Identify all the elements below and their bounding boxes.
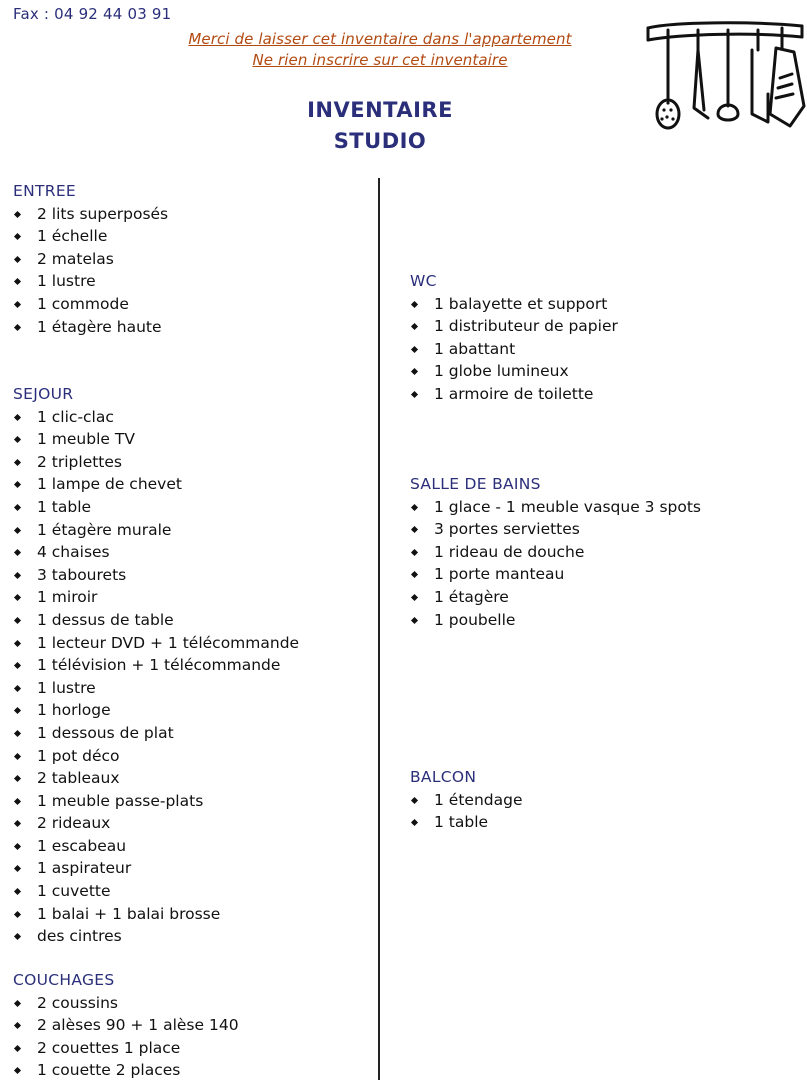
list-item [13,564,299,587]
list-item-label: 1 miroir [37,588,98,607]
bullet-icon [14,481,21,488]
list-item-label: 2 triplettes [37,452,122,471]
list-item [13,903,299,926]
list-item [13,722,299,745]
bullet-icon [14,798,21,805]
list-item-label: 1 abattant [434,339,516,358]
list-item [410,789,522,812]
list-item [13,925,299,948]
bullet-icon [14,752,21,759]
list-item [13,428,299,451]
bullet-icon [14,414,21,421]
list-item [13,406,299,429]
list-item [13,270,168,293]
bullet-icon [14,843,21,850]
list-item [410,609,701,632]
list-item-label: 1 commode [37,294,129,313]
list-item-label: 1 télévision + 1 télécommande [37,656,281,675]
list-item-label: 3 portes serviettes [434,520,580,539]
list-item-label: 1 horloge [37,701,111,720]
list-item-label: 1 dessous de plat [37,723,174,742]
list-item [13,316,168,339]
bullet-icon [14,233,21,240]
list-item [410,293,618,316]
bullet-icon [14,324,21,331]
bullet-icon [14,1045,21,1052]
list-item-label: 4 chaises [37,543,110,562]
list-item-label: 1 armoire de toilette [434,384,594,403]
bullet-icon [14,527,21,534]
list-item-label: 1 balai + 1 balai brosse [37,904,221,923]
bullet-icon [14,1022,21,1029]
list-item-label: 1 poubelle [434,610,516,629]
bullet-icon [14,730,21,737]
list-item-label: 1 lustre [37,678,96,697]
list-item-label: 1 globe lumineux [434,362,569,381]
notice-leave-inventory: Merci de laisser cet inventaire dans l'appartement [188,30,572,48]
bullet-icon [14,685,21,692]
list-item [13,293,168,316]
list-item-label: 1 clic-clac [37,407,114,426]
list-item [410,338,618,361]
bullet-icon [411,797,418,804]
bullet-icon [411,323,418,330]
bullet-icon [14,775,21,782]
bullet-icon [411,346,418,353]
list-item [13,790,299,813]
list-item [13,654,299,677]
list-item [13,812,299,835]
section-balcon [410,766,522,834]
item-list [13,992,239,1082]
list-item-label: 1 distributeur de papier [434,317,618,336]
list-item-label: 1 lustre [37,272,96,291]
list-item-label: 1 meuble passe-plats [37,791,204,810]
list-item [410,586,701,609]
bullet-icon [411,571,418,578]
list-item-label: 1 table [37,497,92,516]
list-item-label: 1 glace - 1 meuble vasque 3 spots [434,497,702,516]
bullet-icon [411,504,418,511]
list-item-label: 1 étagère haute [37,317,162,336]
list-item [13,225,168,248]
list-item-label: 1 échelle [37,227,108,246]
item-list [410,789,522,834]
item-list [13,203,168,339]
list-item [13,1014,239,1037]
list-item [410,811,522,834]
title-line-2: STUDIO [333,129,427,153]
list-item-label: 1 cuvette [37,882,111,901]
list-item [13,203,168,226]
section-title: ENTREE [13,182,77,200]
section-entree [13,180,168,338]
list-item-label: 1 meuble TV [37,430,135,449]
bullet-icon [14,504,21,511]
list-item [13,699,299,722]
list-item [13,835,299,858]
bullet-icon [14,572,21,579]
list-item-label: 3 tabourets [37,565,127,584]
column-divider [378,178,380,1080]
bullet-icon [14,436,21,443]
list-item-label: 2 coussins [37,993,118,1012]
section-title: SEJOUR [13,385,74,403]
bullet-icon [14,911,21,918]
section-salle-de-bains [410,473,701,631]
bullet-icon [14,662,21,669]
list-item-label: 1 lecteur DVD + 1 télécommande [37,633,300,652]
list-item [410,360,618,383]
list-item-label: 2 tableaux [37,769,120,788]
list-item [410,563,701,586]
list-item-label: 1 balayette et support [434,294,608,313]
section-wc [410,270,618,406]
bullet-icon [411,549,418,556]
bullet-icon [411,301,418,308]
list-item [13,677,299,700]
bullet-icon [14,707,21,714]
bullet-icon [14,820,21,827]
bullet-icon [14,278,21,285]
section-title: BALCON [410,768,477,786]
list-item-label: 1 rideau de douche [434,542,585,561]
list-item-label: 1 porte manteau [434,565,565,584]
list-item [13,767,299,790]
list-item-label: 2 couettes 1 place [37,1038,181,1057]
item-list [410,293,618,406]
bullet-icon [14,1000,21,1007]
list-item [13,745,299,768]
section-title: SALLE DE BAINS [410,475,541,493]
bullet-icon [14,211,21,218]
list-item [13,880,299,903]
list-item-label: 1 table [434,813,489,832]
list-item-label: 2 matelas [37,249,114,268]
kitchen-utensils-rack-icon [642,18,807,136]
list-item [13,519,299,542]
list-item-label: 1 dessus de table [37,610,174,629]
section-title: COUCHAGES [13,971,115,989]
bullet-icon [411,594,418,601]
list-item-label: 1 pot déco [37,746,120,765]
bullet-icon [14,594,21,601]
list-item [410,541,701,564]
list-item [13,1037,239,1060]
list-item-label: 1 étagère murale [37,520,172,539]
notice-do-not-write: Ne rien inscrire sur cet inventaire [252,51,508,69]
bullet-icon [411,526,418,533]
title-line-1: INVENTAIRE [307,98,453,122]
list-item-label: 1 étagère [434,587,509,606]
bullet-icon [14,459,21,466]
list-item [410,315,618,338]
list-item-label: des cintres [37,927,122,946]
bullet-icon [411,819,418,826]
list-item [13,1059,239,1082]
list-item-label: 1 aspirateur [37,859,132,878]
list-item [410,518,701,541]
item-list [410,496,701,632]
list-item-label: 1 lampe de chevet [37,475,182,494]
bullet-icon [411,391,418,398]
item-list [13,406,299,948]
bullet-icon [14,256,21,263]
list-item [13,248,168,271]
list-item-label: 1 couette 2 places [37,1061,181,1080]
list-item-label: 1 étendage [434,790,523,809]
fax-number: Fax : 04 92 44 03 91 [13,5,172,23]
list-item [13,496,299,519]
list-item [410,383,618,406]
list-item [13,609,299,632]
list-item [13,857,299,880]
list-item [13,451,299,474]
bullet-icon [14,549,21,556]
list-item-label: 1 escabeau [37,836,127,855]
list-item-label: 2 alèses 90 + 1 alèse 140 [37,1016,239,1035]
section-title: WC [410,272,437,290]
bullet-icon [14,639,21,646]
list-item [13,473,299,496]
list-item [13,992,239,1015]
bullet-icon [411,368,418,375]
list-item-label: 2 rideaux [37,814,111,833]
list-item [13,632,299,655]
bullet-icon [14,301,21,308]
bullet-icon [14,933,21,940]
list-item [13,541,299,564]
bullet-icon [14,617,21,624]
list-item [13,586,299,609]
section-couchages [13,969,239,1082]
list-item-label: 2 lits superposés [37,204,169,223]
bullet-icon [14,1067,21,1074]
bullet-icon [14,865,21,872]
bullet-icon [411,617,418,624]
bullet-icon [14,888,21,895]
section-sejour [13,383,299,948]
list-item [410,496,701,519]
